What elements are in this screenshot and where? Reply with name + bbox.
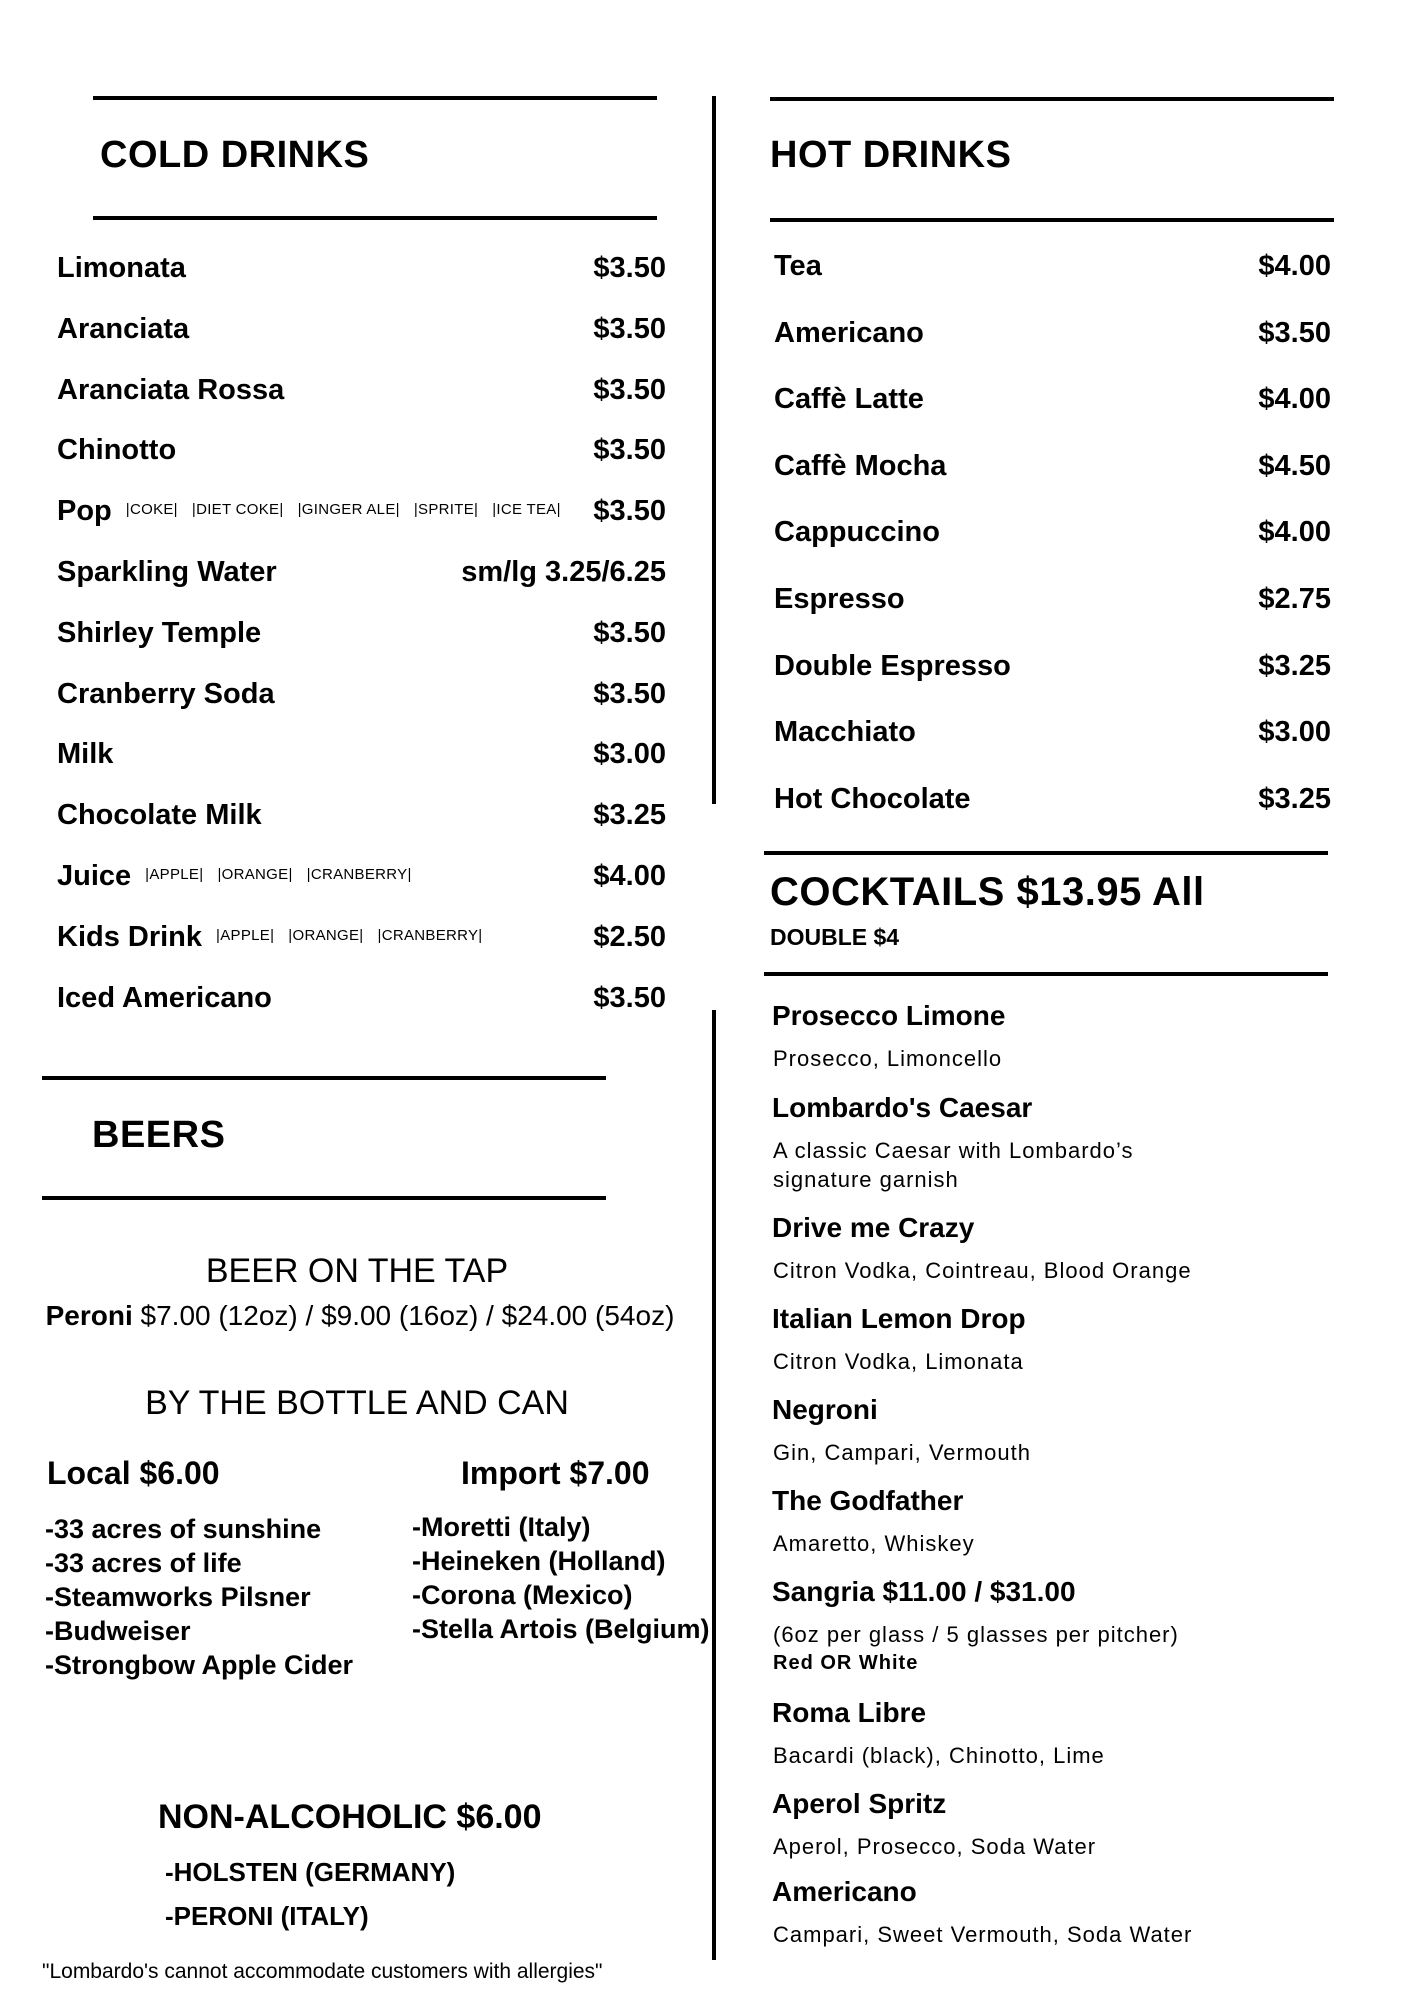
cocktail-description: Citron Vodka, Limonata [773, 1349, 1024, 1374]
local-beer-item: -Budweiser [45, 1616, 191, 1646]
cocktail-name: The Godfather [772, 1485, 964, 1516]
cold-drink-option: |APPLE| [216, 927, 275, 944]
hot-drink-price: $3.25 [1258, 650, 1331, 682]
cocktail-description: (6oz per glass / 5 glasses per pitcher) [773, 1622, 1179, 1647]
column-divider-lower [712, 1010, 716, 1960]
cold-drink-name: Aranciata Rossa [57, 374, 285, 406]
allergy-note: "Lombardo's cannot accommodate customers with allergies" [42, 1960, 603, 1983]
cocktail-name: Negroni [772, 1394, 878, 1425]
cold-drink-price: $3.50 [593, 678, 666, 710]
non-alcoholic-item: -PERONI (ITALY) [165, 1901, 369, 1931]
cocktail-description: Bacardi (black), Chinotto, Lime [773, 1743, 1105, 1768]
cocktail-note: Red OR White [773, 1652, 919, 1674]
tap-price-list: $7.00 (12oz) / $9.00 (16oz) / $24.00 (54oz) [132, 1300, 675, 1331]
cold-drink-price: $3.50 [593, 495, 666, 527]
tap-brand: Peroni [45, 1300, 133, 1331]
cold-drinks-top-rule [93, 96, 657, 100]
cold-drink-options [126, 501, 575, 518]
hot-drink-name: Espresso [774, 583, 905, 615]
cold-drink-price: $3.50 [593, 252, 666, 284]
cold-drink-name: Pop $^{|COKE| |DIET COKE| |GINGER ALE| |SPRITE| |ICE TEA|}$ [57, 495, 575, 528]
cocktails-top-rule [764, 851, 1328, 855]
cold-drinks-title: COLD DRINKS [100, 134, 370, 176]
local-beer-title: Local $6.00 [47, 1455, 220, 1491]
cocktail-description: signature garnish [773, 1167, 959, 1192]
hot-drink-name: Caffè Latte [774, 383, 924, 415]
cold-drink-name: Milk [57, 738, 114, 770]
hot-drink-name: Hot Chocolate [774, 783, 971, 815]
hot-drink-price: $4.00 [1258, 516, 1331, 548]
cold-drink-options [216, 927, 496, 944]
cocktail-name: Italian Lemon Drop [772, 1303, 1026, 1334]
cold-drink-option: |ORANGE| [288, 927, 364, 944]
import-beer-list [412, 1510, 710, 1646]
cold-drink-price: $3.50 [593, 617, 666, 649]
cold-drink-name: Kids Drink $^{|APPLE| |ORANGE| |CRANBERRY|}$ [57, 921, 497, 954]
hot-drink-price: $3.50 [1258, 317, 1331, 349]
cold-drink-option: |DIET COKE| [191, 501, 284, 518]
cocktail-description: Campari, Sweet Vermouth, Soda Water [773, 1922, 1193, 1947]
cocktail-name: Sangria $11.00 / $31.00 [772, 1576, 1076, 1607]
cocktail-description: Prosecco, Limoncello [773, 1046, 1003, 1071]
hot-drink-name: Double Espresso [774, 650, 1011, 682]
cold-drink-name: Iced Americano [57, 982, 272, 1014]
beers-title: BEERS [92, 1114, 226, 1156]
cold-drink-price: $2.50 [593, 921, 666, 953]
cocktail-description: Citron Vodka, Cointreau, Blood Orange [773, 1258, 1192, 1283]
import-beer-item: -Moretti (Italy) [412, 1512, 591, 1542]
cold-drink-price: sm/lg 3.25/6.25 [461, 556, 666, 588]
cold-drink-price: $3.50 [593, 313, 666, 345]
cocktail-name: Roma Libre [772, 1697, 927, 1728]
cold-drink-name: Cranberry Soda [57, 678, 275, 710]
hot-drink-name: Macchiato [774, 716, 916, 748]
non-alcoholic-title: NON-ALCOHOLIC $6.00 [158, 1798, 542, 1836]
hot-drink-name: Americano [774, 317, 924, 349]
bottle-can-title: BY THE BOTTLE AND CAN [145, 1384, 569, 1422]
non-alcoholic-item: -HOLSTEN (GERMANY) [165, 1857, 456, 1887]
import-beer-item: -Stella Artois (Belgium) [412, 1614, 710, 1644]
cocktail-name: Aperol Spritz [772, 1788, 947, 1819]
hot-drink-price: $2.75 [1258, 583, 1331, 615]
import-beer-item: -Heineken (Holland) [412, 1546, 666, 1576]
cocktail-name: Prosecco Limone [772, 1000, 1006, 1031]
hot-drink-name: Tea [774, 250, 822, 282]
cold-drink-option: |CRANBERRY| [306, 866, 412, 883]
cold-drink-price: $3.25 [593, 799, 666, 831]
cold-drink-option: |GINGER ALE| [297, 501, 400, 518]
non-alcoholic-list [165, 1850, 455, 1938]
beer-on-tap-title: BEER ON THE TAP [205, 1252, 509, 1290]
import-beer-title: Import $7.00 [461, 1455, 650, 1491]
hot-drink-price: $4.50 [1258, 450, 1331, 482]
cold-drinks-bottom-rule [93, 216, 657, 220]
cold-drink-price: $3.50 [593, 374, 666, 406]
cocktails-title: COCKTAILS $13.95 All [770, 870, 1205, 914]
cold-drink-option: |SPRITE| [413, 501, 479, 518]
cocktail-description: Aperol, Prosecco, Soda Water [773, 1834, 1097, 1859]
cocktail-description: Gin, Campari, Vermouth [773, 1440, 1031, 1465]
hot-drink-price: $4.00 [1258, 250, 1331, 282]
cold-drink-options [145, 866, 425, 883]
cocktail-name: Drive me Crazy [772, 1212, 975, 1243]
cold-drink-price: $4.00 [593, 860, 666, 892]
local-beer-item: -Steamworks Pilsner [45, 1582, 311, 1612]
local-beer-list [45, 1512, 353, 1682]
hot-drinks-top-rule [770, 97, 1334, 101]
cocktail-name: Lombardo's Caesar [772, 1092, 1033, 1123]
local-beer-item: -33 acres of life [45, 1548, 242, 1578]
beers-top-rule [42, 1076, 606, 1080]
hot-drink-name: Cappuccino [774, 516, 940, 548]
import-beer-item: -Corona (Mexico) [412, 1580, 633, 1610]
beer-on-tap-prices [30, 1300, 690, 1332]
cocktail-description: Amaretto, Whiskey [773, 1531, 975, 1556]
cold-drink-price: $3.50 [593, 434, 666, 466]
column-divider-upper [712, 96, 716, 804]
cocktail-name: Americano [772, 1876, 917, 1907]
hot-drink-name: Caffè Mocha [774, 450, 947, 482]
hot-drink-price: $3.00 [1258, 716, 1331, 748]
cold-drink-option: |CRANBERRY| [377, 927, 483, 944]
cold-drink-option: |COKE| [125, 501, 178, 518]
cold-drink-option: |APPLE| [145, 866, 204, 883]
cold-drink-price: $3.00 [593, 738, 666, 770]
cold-drink-name: Limonata [57, 252, 186, 284]
cold-drink-name: Aranciata [57, 313, 190, 345]
hot-drink-price: $4.00 [1258, 383, 1331, 415]
cold-drink-name: Chocolate Milk [57, 799, 262, 831]
hot-drinks-bottom-rule [770, 218, 1334, 222]
beers-bottom-rule [42, 1196, 606, 1200]
cold-drink-option: |ICE TEA| [492, 501, 561, 518]
cocktails-subtitle: DOUBLE $4 [770, 924, 900, 950]
local-beer-item: -Strongbow Apple Cider [45, 1650, 353, 1680]
cold-drink-name: Juice $^{|APPLE| |ORANGE| |CRANBERRY|}$ [57, 860, 426, 893]
local-beer-item: -33 acres of sunshine [45, 1514, 322, 1544]
hot-drink-price: $3.25 [1258, 783, 1331, 815]
cold-drink-name: Chinotto [57, 434, 177, 466]
cold-drink-name: Shirley Temple [57, 617, 262, 649]
cocktail-description: A classic Caesar with Lombardo’s [773, 1138, 1134, 1163]
hot-drinks-title: HOT DRINKS [770, 134, 1012, 176]
cold-drink-option: |ORANGE| [217, 866, 293, 883]
cold-drink-price: $3.50 [593, 982, 666, 1014]
cold-drink-name: Sparkling Water [57, 556, 277, 588]
cocktails-bottom-rule [764, 972, 1328, 976]
